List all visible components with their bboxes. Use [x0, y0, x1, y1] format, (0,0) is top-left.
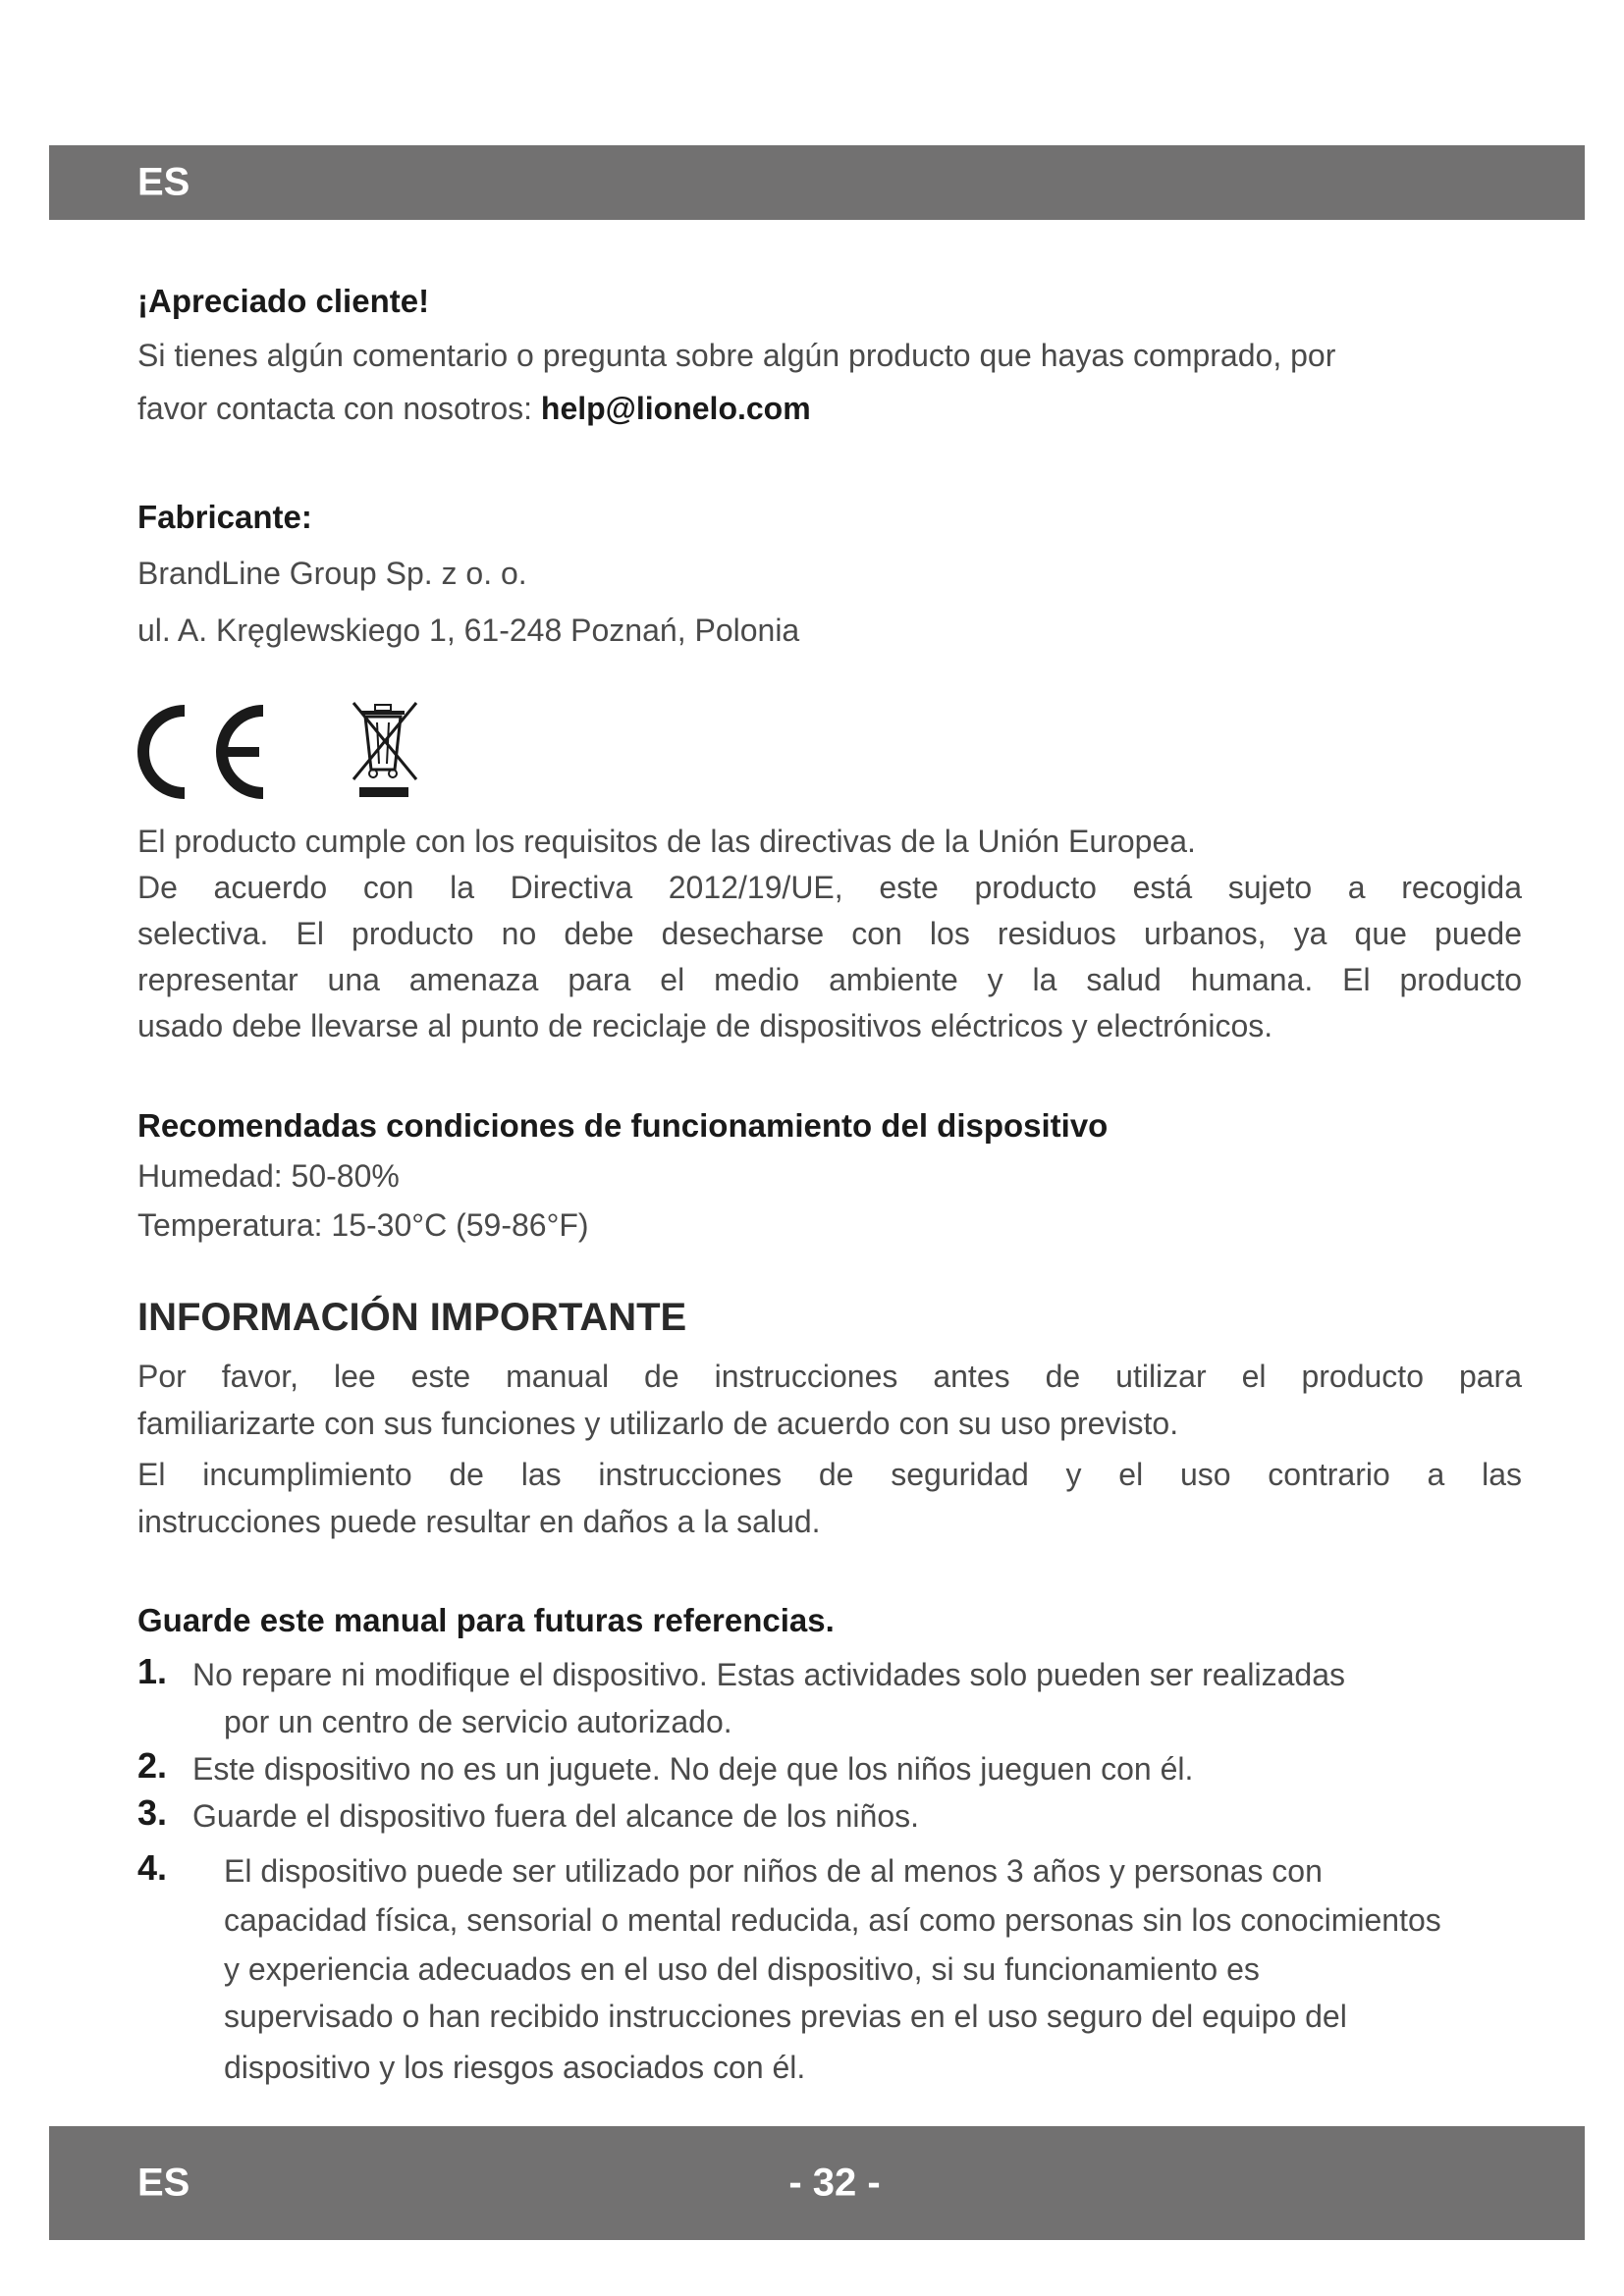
page-number: - 32 -: [788, 2161, 881, 2205]
header-bar: [49, 145, 1585, 220]
conditions-temperature: Temperatura: 15-30°C (59-86°F): [137, 1207, 589, 1243]
ce-mark-icon: [143, 711, 263, 793]
footer-bar: [49, 2126, 1585, 2240]
compliance-line-2: De acuerdo con la Directiva 2012/19/UE, este producto está sujeto a recogida: [137, 870, 1522, 905]
greeting-title: ¡Apreciado cliente!: [137, 283, 430, 319]
conditions-humidity: Humedad: 50-80%: [137, 1158, 400, 1194]
important-p2-line-1: El incumplimiento de las instrucciones de seguridad y el uso contrario a las: [137, 1457, 1522, 1492]
conditions-title: Recomendadas condiciones de funcionamiento del dispositivo: [137, 1107, 1109, 1144]
list-item-4-line-3: y experiencia adecuados en el uso del dispositivo, si su funcionamiento es: [224, 1951, 1260, 1987]
important-p2-line-2: instrucciones puede resultar en daños a la salud.: [137, 1504, 821, 1539]
compliance-line-1: El producto cumple con los requisitos de las directivas de la Unión Europea.: [137, 824, 1196, 859]
compliance-line-5: usado debe llevarse al punto de reciclaje de dispositivos eléctricos y electrónicos.: [137, 1008, 1273, 1043]
important-paragraph-2: [137, 1451, 1522, 1545]
list-number-2: 2.: [137, 1745, 168, 1786]
compliance-line-3: selectiva. El producto no debe desecharse con los residuos urbanos, ya que puede: [137, 916, 1522, 951]
list-item-3-line-1: Guarde el dispositivo fuera del alcance de los niños.: [192, 1798, 919, 1834]
important-paragraph-1: [137, 1353, 1522, 1447]
greeting-line-1: Si tienes algún comentario o pregunta sobre algún producto que hayas comprado, por: [137, 338, 1336, 373]
crossed-bin-icon: [353, 703, 416, 797]
manufacturer-title: Fabricante:: [137, 499, 312, 535]
footer-language-code: ES: [137, 2161, 190, 2205]
greeting-line-2: [137, 391, 811, 427]
list-item-4-line-5: dispositivo y los riesgos asociados con él.: [224, 2050, 806, 2085]
list-number-1: 1.: [137, 1651, 168, 1691]
list-item-4-line-4: supervisado o han recibido instrucciones previas en el uso seguro del equipo del: [224, 1999, 1347, 2034]
important-title: INFORMACIÓN IMPORTANTE: [137, 1296, 687, 1339]
list-item-1-line-2: por un centro de servicio autorizado.: [224, 1704, 732, 1739]
compliance-paragraph: [137, 819, 1522, 1049]
list-item-2-line-1: Este dispositivo no es un juguete. No deje que los niños jueguen con él.: [192, 1751, 1194, 1787]
list-number-4: 4.: [137, 1847, 168, 1888]
contact-email: help@lionelo.com: [540, 391, 811, 426]
important-p1-line-1: Por favor, lee este manual de instrucciones antes de utilizar el producto para: [137, 1359, 1522, 1394]
list-item-4-line-2: capacidad física, sensorial o mental reducida, así como personas sin los conocimientos: [224, 1902, 1441, 1938]
manufacturer-name: BrandLine Group Sp. z o. o.: [137, 556, 527, 591]
header-language-code: ES: [137, 160, 190, 204]
compliance-line-4: representar una amenaza para el medio ambiente y la salud humana. El producto: [137, 962, 1522, 997]
list-number-3: 3.: [137, 1792, 168, 1833]
compliance-marks-svg: [137, 699, 452, 807]
important-p1-line-2: familiarizarte con sus funciones y utilizarlo de acuerdo con su uso previsto.: [137, 1406, 1179, 1441]
manufacturer-address: ul. A. Kręglewskiego 1, 61-248 Poznań, Polonia: [137, 613, 800, 648]
list-item-1-line-1: No repare ni modifique el dispositivo. Estas actividades solo pueden ser realizadas: [192, 1657, 1345, 1692]
greeting-line-2-prefix: favor contacta con nosotros:: [137, 391, 541, 426]
list-item-4-line-1: El dispositivo puede ser utilizado por niños de al menos 3 años y personas con: [224, 1853, 1323, 1889]
keep-title: Guarde este manual para futuras referencias.: [137, 1602, 835, 1638]
compliance-marks: [137, 699, 452, 807]
